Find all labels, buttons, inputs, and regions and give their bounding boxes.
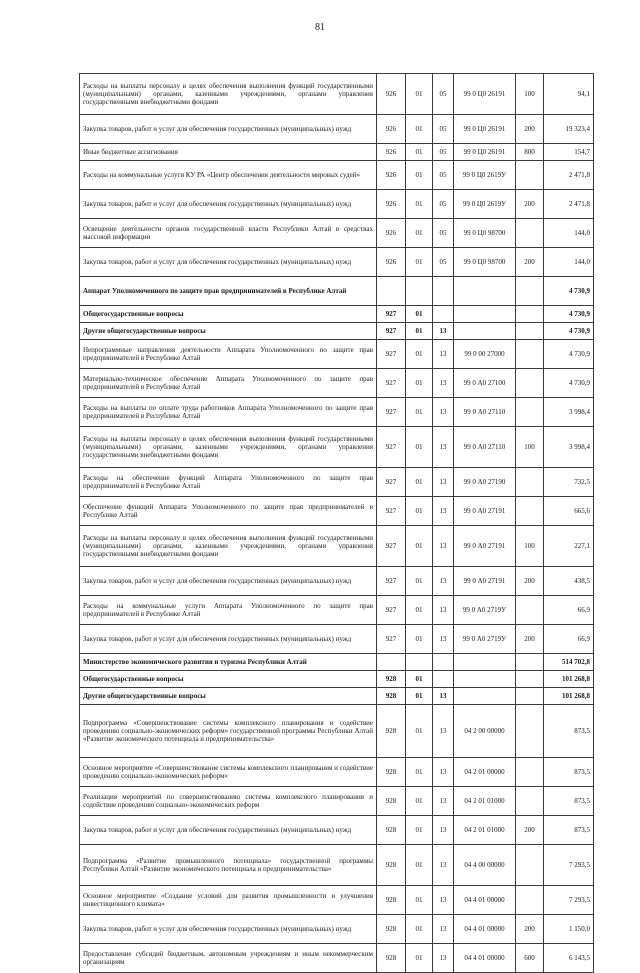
row-sum: 101 268,8 (544, 671, 594, 688)
row-name: Закупка товаров, работ и услуг для обеспечения государственных (муниципальных) нужд (80, 625, 377, 654)
row-csr (454, 688, 516, 705)
row-csr: 99 0 А0 27100 (454, 369, 516, 398)
row-name: Расходы на выплаты персоналу в целях обеспечения выполнения функций государственными (муниципальными) органами, казенными учреждениями, органами управления государственными внебюджетными фондами (80, 526, 377, 567)
row-sum: 873,5 (544, 787, 594, 816)
table-row (80, 567, 594, 596)
row-pr: 05 (433, 190, 454, 219)
table-row (80, 219, 594, 248)
row-rz: 01 (406, 845, 433, 886)
row-sum: 4 730,9 (544, 369, 594, 398)
row-sum: 144,0 (544, 248, 594, 277)
row-csr (454, 654, 516, 671)
row-grbs: 928 (377, 816, 406, 845)
row-csr (454, 277, 516, 306)
row-csr (454, 323, 516, 340)
row-grbs: 928 (377, 845, 406, 886)
table-row (80, 74, 594, 115)
row-vr: 200 (516, 567, 544, 596)
row-rz: 01 (406, 468, 433, 497)
row-sum: 514 702,8 (544, 654, 594, 671)
row-sum: 154,7 (544, 144, 594, 161)
row-sum: 227,1 (544, 526, 594, 567)
row-name: Закупка товаров, работ и услуг для обеспечения государственных (муниципальных) нужд (80, 248, 377, 277)
table-row (80, 306, 594, 323)
row-grbs: 926 (377, 74, 406, 115)
row-pr: 05 (433, 248, 454, 277)
row-rz: 01 (406, 306, 433, 323)
row-rz: 01 (406, 161, 433, 190)
row-pr: 13 (433, 915, 454, 944)
row-vr (516, 369, 544, 398)
row-vr: 200 (516, 816, 544, 845)
row-pr: 13 (433, 427, 454, 468)
row-sum: 665,6 (544, 497, 594, 526)
row-pr: 13 (433, 625, 454, 654)
row-grbs: 928 (377, 671, 406, 688)
table-row (80, 248, 594, 277)
row-pr: 13 (433, 787, 454, 816)
row-pr: 13 (433, 816, 454, 845)
row-name: Подпрограмма «Совершенствование системы комплексного планирования и содействие проведению социально-экономических реформ» государственной программы Республики Алтай «Развитие экономического потенциала и предпринимательства» (80, 705, 377, 758)
row-vr: 200 (516, 625, 544, 654)
row-name: Аппарат Уполномоченного по защите прав предпринимателей в Республике Алтай (80, 277, 377, 306)
row-sum: 2 471,8 (544, 190, 594, 219)
row-vr (516, 705, 544, 758)
row-pr: 13 (433, 323, 454, 340)
table-row (80, 787, 594, 816)
row-rz: 01 (406, 74, 433, 115)
table-row (80, 688, 594, 705)
row-name: Закупка товаров, работ и услуг для обеспечения государственных (муниципальных) нужд (80, 816, 377, 845)
row-name: Обеспечение функций Аппарата Уполномоченного по защите прав предпринимателей в Республике Алтай (80, 497, 377, 526)
row-vr: 100 (516, 74, 544, 115)
row-pr: 13 (433, 526, 454, 567)
row-pr (433, 671, 454, 688)
row-rz: 01 (406, 190, 433, 219)
table-row (80, 671, 594, 688)
table-row (80, 427, 594, 468)
row-grbs: 926 (377, 190, 406, 219)
row-sum: 4 730,9 (544, 340, 594, 369)
row-rz: 01 (406, 915, 433, 944)
table-row (80, 369, 594, 398)
row-csr: 99 0 Ц0 26191 (454, 115, 516, 144)
row-pr: 13 (433, 596, 454, 625)
row-sum: 144,0 (544, 219, 594, 248)
row-name: Расходы на выплаты персоналу в целях обеспечения выполнения функций государственными (муниципальными) органами, казенными учреждениями, органами управления государственными внебюджетными фондами (80, 427, 377, 468)
row-rz: 01 (406, 758, 433, 787)
row-name: Подпрограмма «Развитие промышленного потенциала» государственной программы Республики Алтай «Развитие экономического потенциала и предпринимательства» (80, 845, 377, 886)
row-csr: 04 4 01 00000 (454, 915, 516, 944)
row-pr: 05 (433, 115, 454, 144)
row-grbs: 926 (377, 219, 406, 248)
row-vr: 600 (516, 944, 544, 973)
row-pr: 13 (433, 369, 454, 398)
row-csr: 99 0 А0 27191 (454, 526, 516, 567)
row-vr (516, 654, 544, 671)
row-name: Основное мероприятие «Создание условий для развития промышленности и улучшения инвестиционного климата» (80, 886, 377, 915)
row-sum: 7 293,5 (544, 845, 594, 886)
row-sum: 438,5 (544, 567, 594, 596)
row-csr: 04 2 01 00000 (454, 758, 516, 787)
row-pr (433, 306, 454, 323)
row-vr: 800 (516, 144, 544, 161)
row-csr (454, 306, 516, 323)
row-name: Предоставление субсидий бюджетным, автономным учреждениям и иным некоммерческим организациям (80, 944, 377, 973)
row-name: Закупка товаров, работ и услуг для обеспечения государственных (муниципальных) нужд (80, 190, 377, 219)
row-csr: 04 2 01 01000 (454, 787, 516, 816)
row-grbs: 926 (377, 144, 406, 161)
row-sum: 1 150,0 (544, 915, 594, 944)
row-rz: 01 (406, 427, 433, 468)
table-row (80, 886, 594, 915)
row-rz: 01 (406, 219, 433, 248)
table-row (80, 468, 594, 497)
row-name: Расходы на выплаты по оплате труда работников Аппарата Уполномоченного по защите прав предпринимателей в Республике Алтай (80, 398, 377, 427)
row-grbs: 927 (377, 398, 406, 427)
row-csr (454, 671, 516, 688)
row-pr: 05 (433, 144, 454, 161)
row-vr: 200 (516, 248, 544, 277)
table-row (80, 758, 594, 787)
row-vr (516, 497, 544, 526)
row-sum: 873,5 (544, 758, 594, 787)
row-pr: 13 (433, 497, 454, 526)
row-grbs: 928 (377, 944, 406, 973)
table-row (80, 654, 594, 671)
row-name: Освещение деятельности органов государственной власти Республики Алтай в средствах массовой информации (80, 219, 377, 248)
row-rz: 01 (406, 497, 433, 526)
row-rz: 01 (406, 369, 433, 398)
row-sum: 19 323,4 (544, 115, 594, 144)
row-grbs: 927 (377, 497, 406, 526)
row-pr: 13 (433, 705, 454, 758)
row-name: Иные бюджетные ассигнования (80, 144, 377, 161)
row-rz: 01 (406, 248, 433, 277)
row-rz: 01 (406, 886, 433, 915)
row-name: Общегосударственные вопросы (80, 671, 377, 688)
budget-table-body (80, 74, 594, 973)
row-sum: 3 998,4 (544, 398, 594, 427)
row-grbs: 926 (377, 161, 406, 190)
table-row (80, 277, 594, 306)
row-csr: 04 4 00 00000 (454, 845, 516, 886)
table-row (80, 816, 594, 845)
row-csr: 99 0 А0 27191 (454, 567, 516, 596)
row-vr: 100 (516, 427, 544, 468)
row-rz (406, 654, 433, 671)
row-pr: 13 (433, 886, 454, 915)
row-vr (516, 161, 544, 190)
row-name: Закупка товаров, работ и услуг для обеспечения государственных (муниципальных) нужд (80, 915, 377, 944)
row-rz: 01 (406, 398, 433, 427)
row-vr: 100 (516, 526, 544, 567)
table-row (80, 845, 594, 886)
row-csr: 99 0 А0 2719У (454, 596, 516, 625)
row-grbs: 927 (377, 323, 406, 340)
row-sum: 4 730,9 (544, 323, 594, 340)
row-vr (516, 468, 544, 497)
row-grbs: 928 (377, 915, 406, 944)
row-name: Общегосударственные вопросы (80, 306, 377, 323)
row-grbs (377, 277, 406, 306)
row-vr (516, 219, 544, 248)
row-grbs: 927 (377, 427, 406, 468)
table-row (80, 497, 594, 526)
row-grbs: 927 (377, 526, 406, 567)
row-name: Расходы на обеспечение функций Аппарата Уполномоченного по защите прав предпринимателей в Республике Алтай (80, 468, 377, 497)
row-grbs: 926 (377, 248, 406, 277)
table-row (80, 340, 594, 369)
row-sum: 6 143,5 (544, 944, 594, 973)
page-number: 81 (315, 22, 325, 33)
row-pr: 13 (433, 468, 454, 497)
table-row (80, 190, 594, 219)
row-rz: 01 (406, 944, 433, 973)
table-row (80, 944, 594, 973)
row-name: Расходы на коммунальные услуги Аппарата Уполномоченного по защите прав предпринимателей в Республике Алтай (80, 596, 377, 625)
row-vr (516, 306, 544, 323)
row-vr (516, 596, 544, 625)
row-vr (516, 787, 544, 816)
table-row (80, 526, 594, 567)
table-row (80, 625, 594, 654)
row-csr: 99 0 Ц0 2619У (454, 190, 516, 219)
row-csr: 99 0 Ц0 2619У (454, 161, 516, 190)
row-name: Материально-техническое обеспечение Аппарата Уполномоченного по защите прав предпринимателей в Республике Алтай (80, 369, 377, 398)
row-rz: 01 (406, 705, 433, 758)
row-pr: 13 (433, 688, 454, 705)
row-sum: 66,9 (544, 596, 594, 625)
row-pr: 13 (433, 944, 454, 973)
row-rz: 01 (406, 596, 433, 625)
row-vr (516, 688, 544, 705)
row-rz: 01 (406, 567, 433, 596)
row-pr: 13 (433, 758, 454, 787)
table-row (80, 144, 594, 161)
row-name: Закупка товаров, работ и услуг для обеспечения государственных (муниципальных) нужд (80, 567, 377, 596)
row-grbs: 927 (377, 625, 406, 654)
row-vr (516, 758, 544, 787)
row-vr (516, 845, 544, 886)
row-sum: 66,9 (544, 625, 594, 654)
row-pr: 13 (433, 845, 454, 886)
row-csr: 99 0 А0 2719У (454, 625, 516, 654)
row-sum: 101 268,8 (544, 688, 594, 705)
row-grbs: 928 (377, 688, 406, 705)
row-csr: 04 2 00 00000 (454, 705, 516, 758)
row-vr (516, 671, 544, 688)
row-rz: 01 (406, 625, 433, 654)
row-rz: 01 (406, 340, 433, 369)
table-row (80, 705, 594, 758)
row-pr: 05 (433, 219, 454, 248)
row-name: Непрограммные направления деятельности Аппарата Уполномоченного по защите прав предпринимателей в Республике Алтай (80, 340, 377, 369)
row-grbs: 927 (377, 369, 406, 398)
row-rz: 01 (406, 323, 433, 340)
row-vr: 200 (516, 915, 544, 944)
row-vr (516, 398, 544, 427)
row-grbs: 926 (377, 115, 406, 144)
table-row (80, 398, 594, 427)
row-csr: 04 2 01 01000 (454, 816, 516, 845)
row-grbs: 928 (377, 787, 406, 816)
row-rz (406, 277, 433, 306)
row-vr: 200 (516, 115, 544, 144)
row-grbs: 927 (377, 567, 406, 596)
row-sum: 4 730,9 (544, 277, 594, 306)
row-rz: 01 (406, 816, 433, 845)
row-csr: 99 0 Ц0 26191 (454, 74, 516, 115)
row-grbs (377, 654, 406, 671)
row-grbs: 928 (377, 758, 406, 787)
row-name: Закупка товаров, работ и услуг для обеспечения государственных (муниципальных) нужд (80, 115, 377, 144)
row-vr: 200 (516, 190, 544, 219)
row-name: Другие общегосударственные вопросы (80, 688, 377, 705)
table-row (80, 115, 594, 144)
row-name: Министерство экономического развития и туризма Республики Алтай (80, 654, 377, 671)
row-rz: 01 (406, 787, 433, 816)
row-name: Основное мероприятие «Совершенствование системы комплексного планирования и содействие проведению социально-экономических реформ» (80, 758, 377, 787)
row-vr (516, 340, 544, 369)
row-sum: 94,1 (544, 74, 594, 115)
row-grbs: 928 (377, 705, 406, 758)
row-csr: 04 4 01 00000 (454, 944, 516, 973)
row-pr: 13 (433, 340, 454, 369)
row-csr: 04 4 01 00000 (454, 886, 516, 915)
row-csr: 99 0 А0 27191 (454, 497, 516, 526)
row-pr (433, 277, 454, 306)
row-rz: 01 (406, 115, 433, 144)
row-csr: 99 0 Ц0 26191 (454, 144, 516, 161)
table-row (80, 596, 594, 625)
row-grbs: 927 (377, 340, 406, 369)
row-pr: 13 (433, 398, 454, 427)
table-row (80, 161, 594, 190)
row-csr: 99 0 А0 27110 (454, 427, 516, 468)
row-csr: 99 0 А0 27190 (454, 468, 516, 497)
row-rz: 01 (406, 671, 433, 688)
row-grbs: 927 (377, 306, 406, 323)
row-csr: 99 0 А0 27110 (454, 398, 516, 427)
row-pr: 05 (433, 161, 454, 190)
row-pr: 13 (433, 567, 454, 596)
table-row (80, 323, 594, 340)
row-sum: 7 293,5 (544, 886, 594, 915)
row-rz: 01 (406, 688, 433, 705)
row-grbs: 927 (377, 468, 406, 497)
row-vr (516, 323, 544, 340)
row-grbs: 928 (377, 886, 406, 915)
row-csr: 99 0 Ц0 98700 (454, 248, 516, 277)
row-name: Расходы на коммунальные услуги КУ РА «Центр обеспечения деятельности мировых судей» (80, 161, 377, 190)
row-name: Другие общегосударственные вопросы (80, 323, 377, 340)
row-csr: 99 0 00 27000 (454, 340, 516, 369)
row-csr: 99 0 Ц0 98700 (454, 219, 516, 248)
row-pr: 05 (433, 74, 454, 115)
row-name: Расходы на выплаты персоналу в целях обеспечения выполнения функций государственными (муниципальными) органами, казенными учреждениями, органами управления государственными внебюджетными фондами (80, 74, 377, 115)
row-name: Реализация мероприятий по совершенствованию системы комплексного планирования и содействие проведению социально-экономических реформ (80, 787, 377, 816)
row-sum: 2 471,8 (544, 161, 594, 190)
row-sum: 873,5 (544, 705, 594, 758)
row-sum: 3 998,4 (544, 427, 594, 468)
row-rz: 01 (406, 144, 433, 161)
row-sum: 732,5 (544, 468, 594, 497)
row-vr (516, 277, 544, 306)
budget-table (79, 73, 594, 973)
row-vr (516, 886, 544, 915)
row-sum: 873,5 (544, 816, 594, 845)
row-sum: 4 730,9 (544, 306, 594, 323)
row-grbs: 927 (377, 596, 406, 625)
row-rz: 01 (406, 526, 433, 567)
table-row (80, 915, 594, 944)
row-pr (433, 654, 454, 671)
